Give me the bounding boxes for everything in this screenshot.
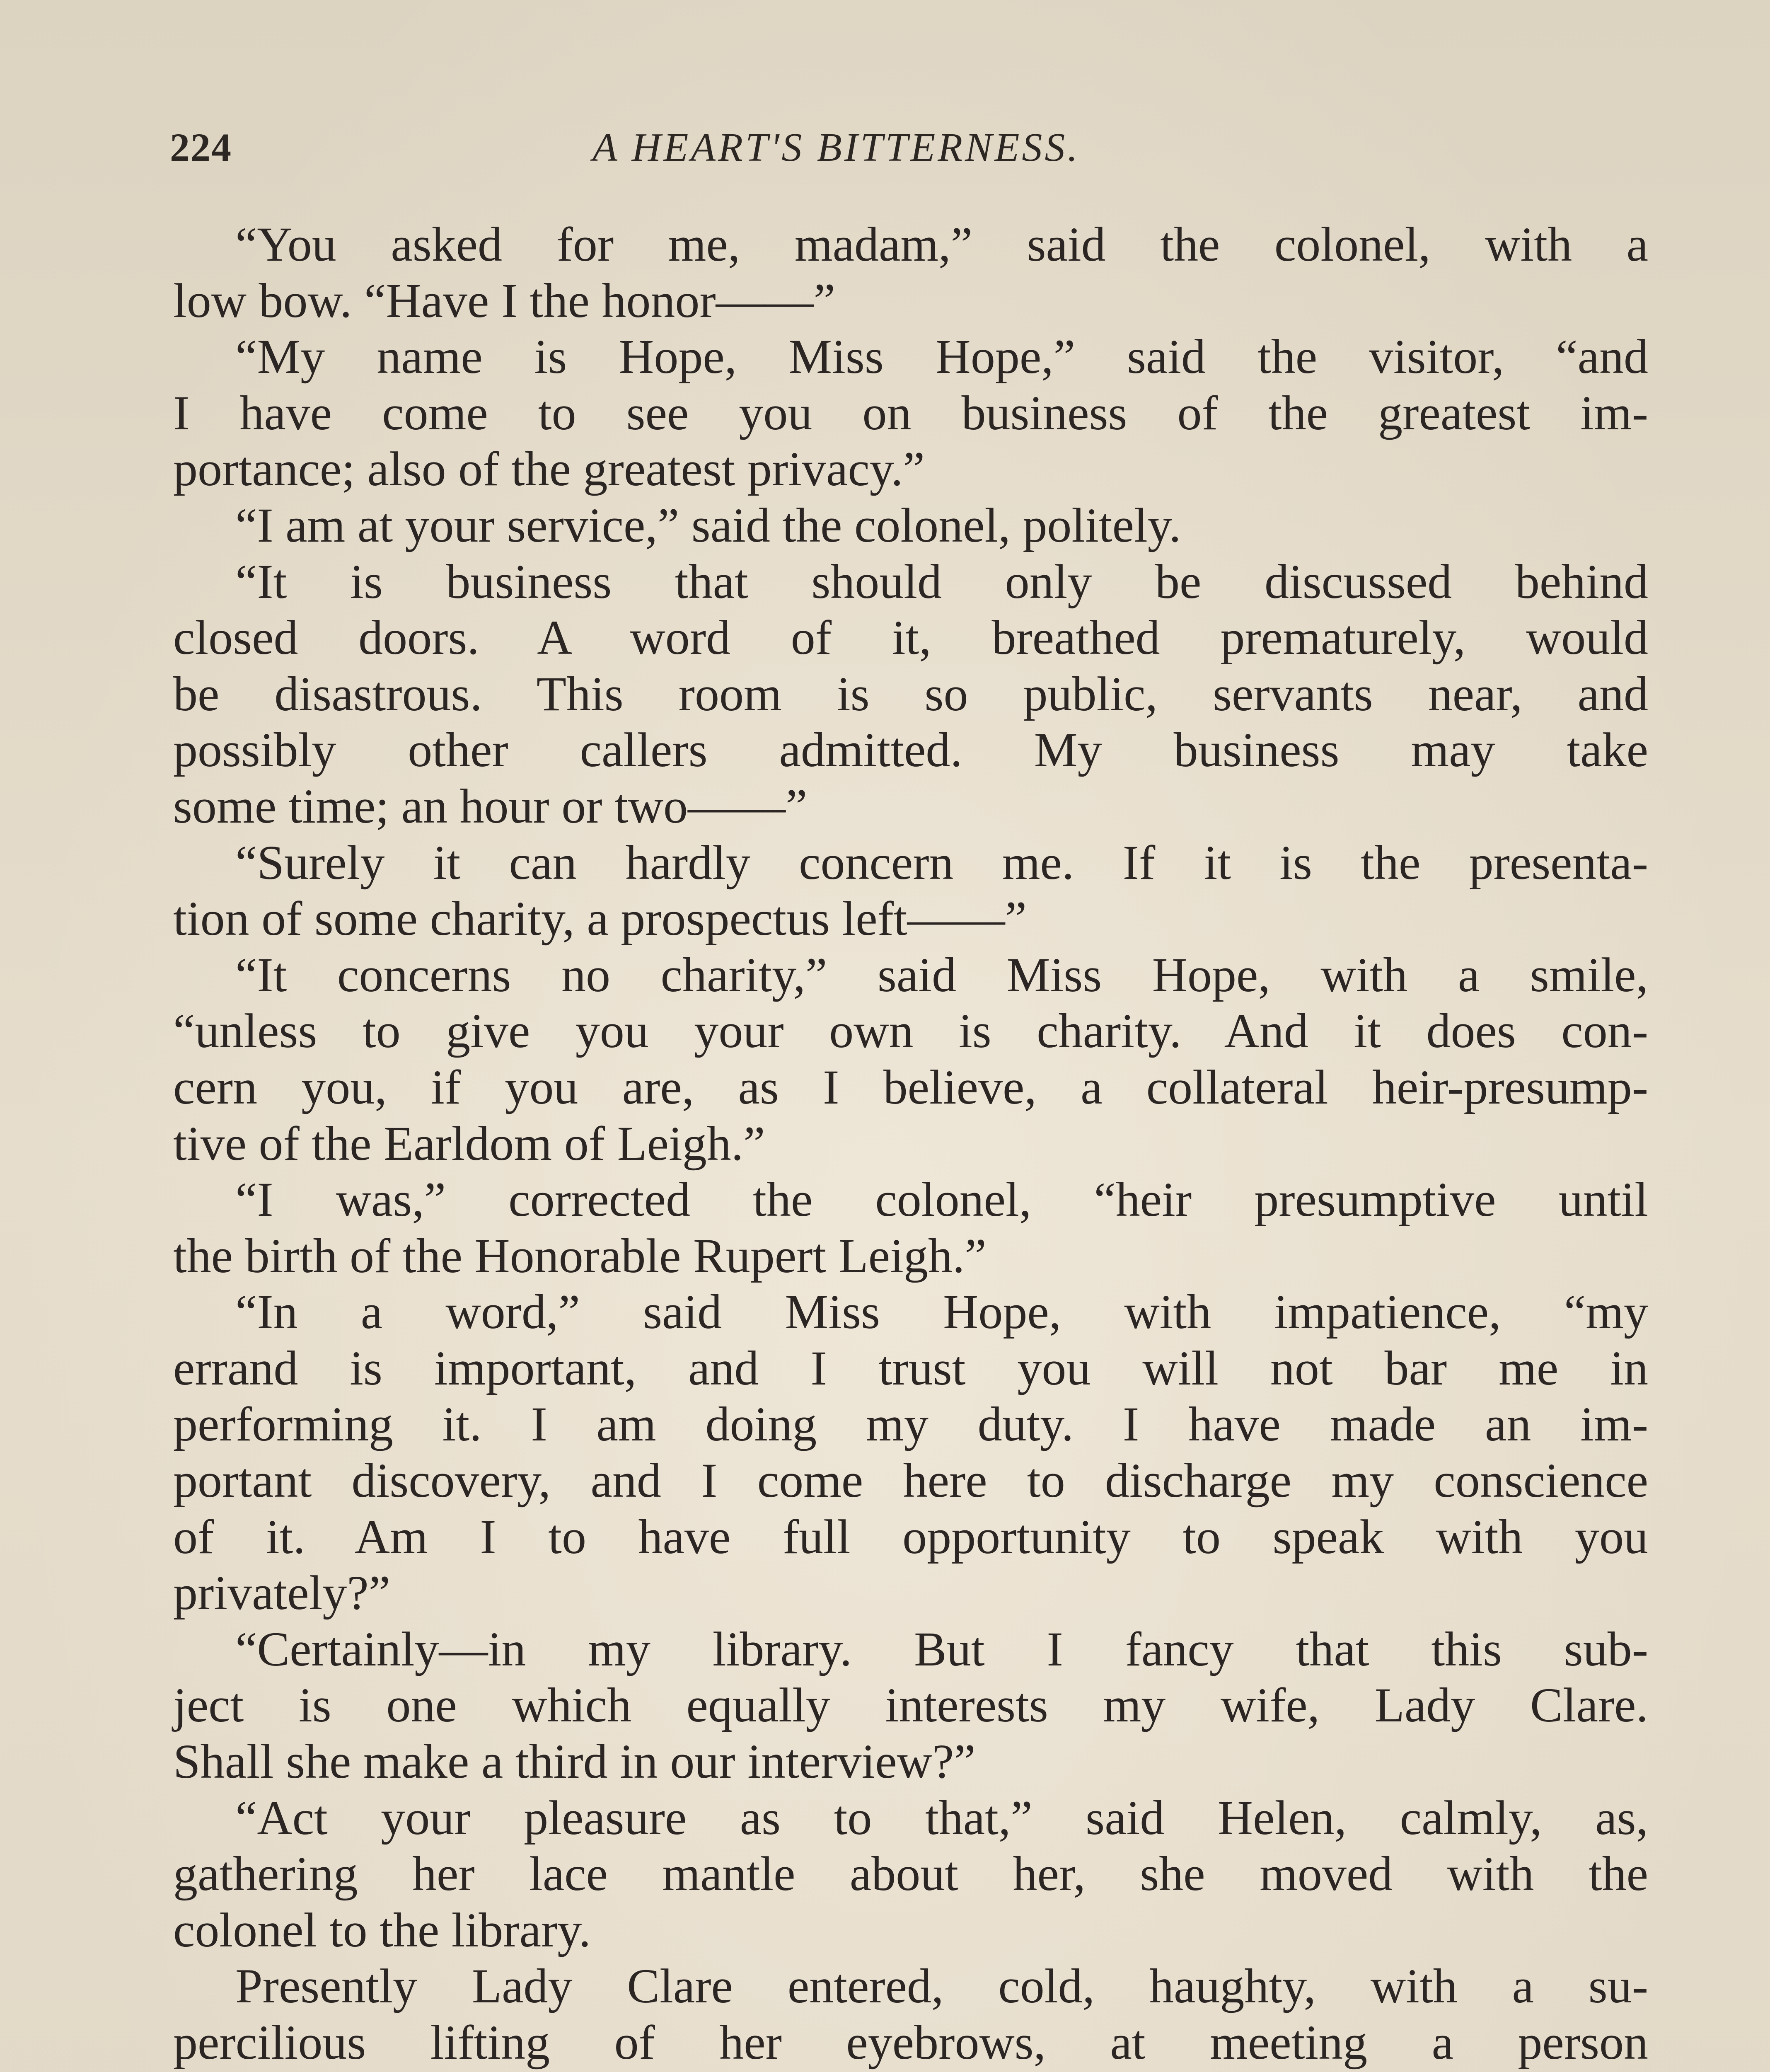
text-line: “Surely it can hardly concern me. If it is the presenta-: [235, 835, 1648, 890]
text-line: “unless to give you your own is charity. And it does con-: [173, 1004, 1648, 1058]
body-text: [173, 216, 1648, 2072]
text-line: “In a word,” said Miss Hope, with impatience, “my: [235, 1285, 1648, 1339]
text-line: be disastrous. This room is so public, servants near, and: [173, 666, 1648, 721]
text-line: “I am at your service,” said the colonel, politely.: [235, 498, 1181, 552]
text-line: I have come to see you on business of the greatest im-: [173, 385, 1648, 440]
text-line: Presently Lady Clare entered, cold, haughty, with a su-: [235, 1959, 1648, 2014]
text-line: tive of the Earldom of Leigh.”: [173, 1116, 765, 1171]
text-line: privately?”: [173, 1566, 391, 1620]
text-line: “My name is Hope, Miss Hope,” said the visitor, “and: [235, 329, 1648, 384]
text-line: the birth of the Honorable Rupert Leigh.”: [173, 1228, 987, 1283]
text-line: “It concerns no charity,” said Miss Hope, with a smile,: [235, 947, 1648, 1002]
text-line: tion of some charity, a prospectus left——”: [173, 891, 1027, 946]
text-line: “Act your pleasure as to that,” said Helen, calmly, as,: [235, 1790, 1648, 1845]
text-line: ject is one which equally interests my wife, Lady Clare.: [173, 1678, 1648, 1733]
text-line: “I was,” corrected the colonel, “heir presumptive until: [235, 1172, 1648, 1227]
text-line: “You asked for me, madam,” said the colonel, with a: [235, 217, 1648, 271]
text-line: of it. Am I to have full opportunity to speak with you: [173, 1509, 1648, 1564]
text-line: percilious lifting of her eyebrows, at meeting a person: [173, 2015, 1648, 2070]
text-line: possibly other callers admitted. My business may take: [173, 723, 1648, 777]
text-line: portance; also of the greatest privacy.”: [173, 442, 925, 496]
running-title: A HEART'S BITTERNESS.: [592, 125, 1080, 170]
text-line: colonel to the library.: [173, 1903, 591, 1957]
text-line: closed doors. A word of it, breathed prematurely, would: [173, 610, 1648, 665]
running-head: [170, 124, 1645, 186]
text-line: some time; an hour or two——”: [173, 779, 808, 833]
text-line: “Certainly—in my library. But I fancy that this sub-: [235, 1622, 1648, 1676]
text-line: “It is business that should only be discussed behind: [235, 554, 1648, 609]
text-line: gathering her lace mantle about her, she moved with the: [173, 1847, 1648, 1901]
text-line: performing it. I am doing my duty. I have made an im-: [173, 1397, 1648, 1452]
text-line: Shall she make a third in our interview?”: [173, 1734, 976, 1789]
text-line: errand is important, and I trust you will not bar me in: [173, 1341, 1648, 1395]
page-number: 224: [170, 125, 232, 169]
text-line: portant discovery, and I come here to discharge my conscience: [173, 1453, 1648, 1508]
text-line: cern you, if you are, as I believe, a collateral heir-presump-: [173, 1060, 1648, 1114]
text-line: low bow. “Have I the honor——”: [173, 273, 836, 328]
text-line: [173, 2071, 1648, 2072]
